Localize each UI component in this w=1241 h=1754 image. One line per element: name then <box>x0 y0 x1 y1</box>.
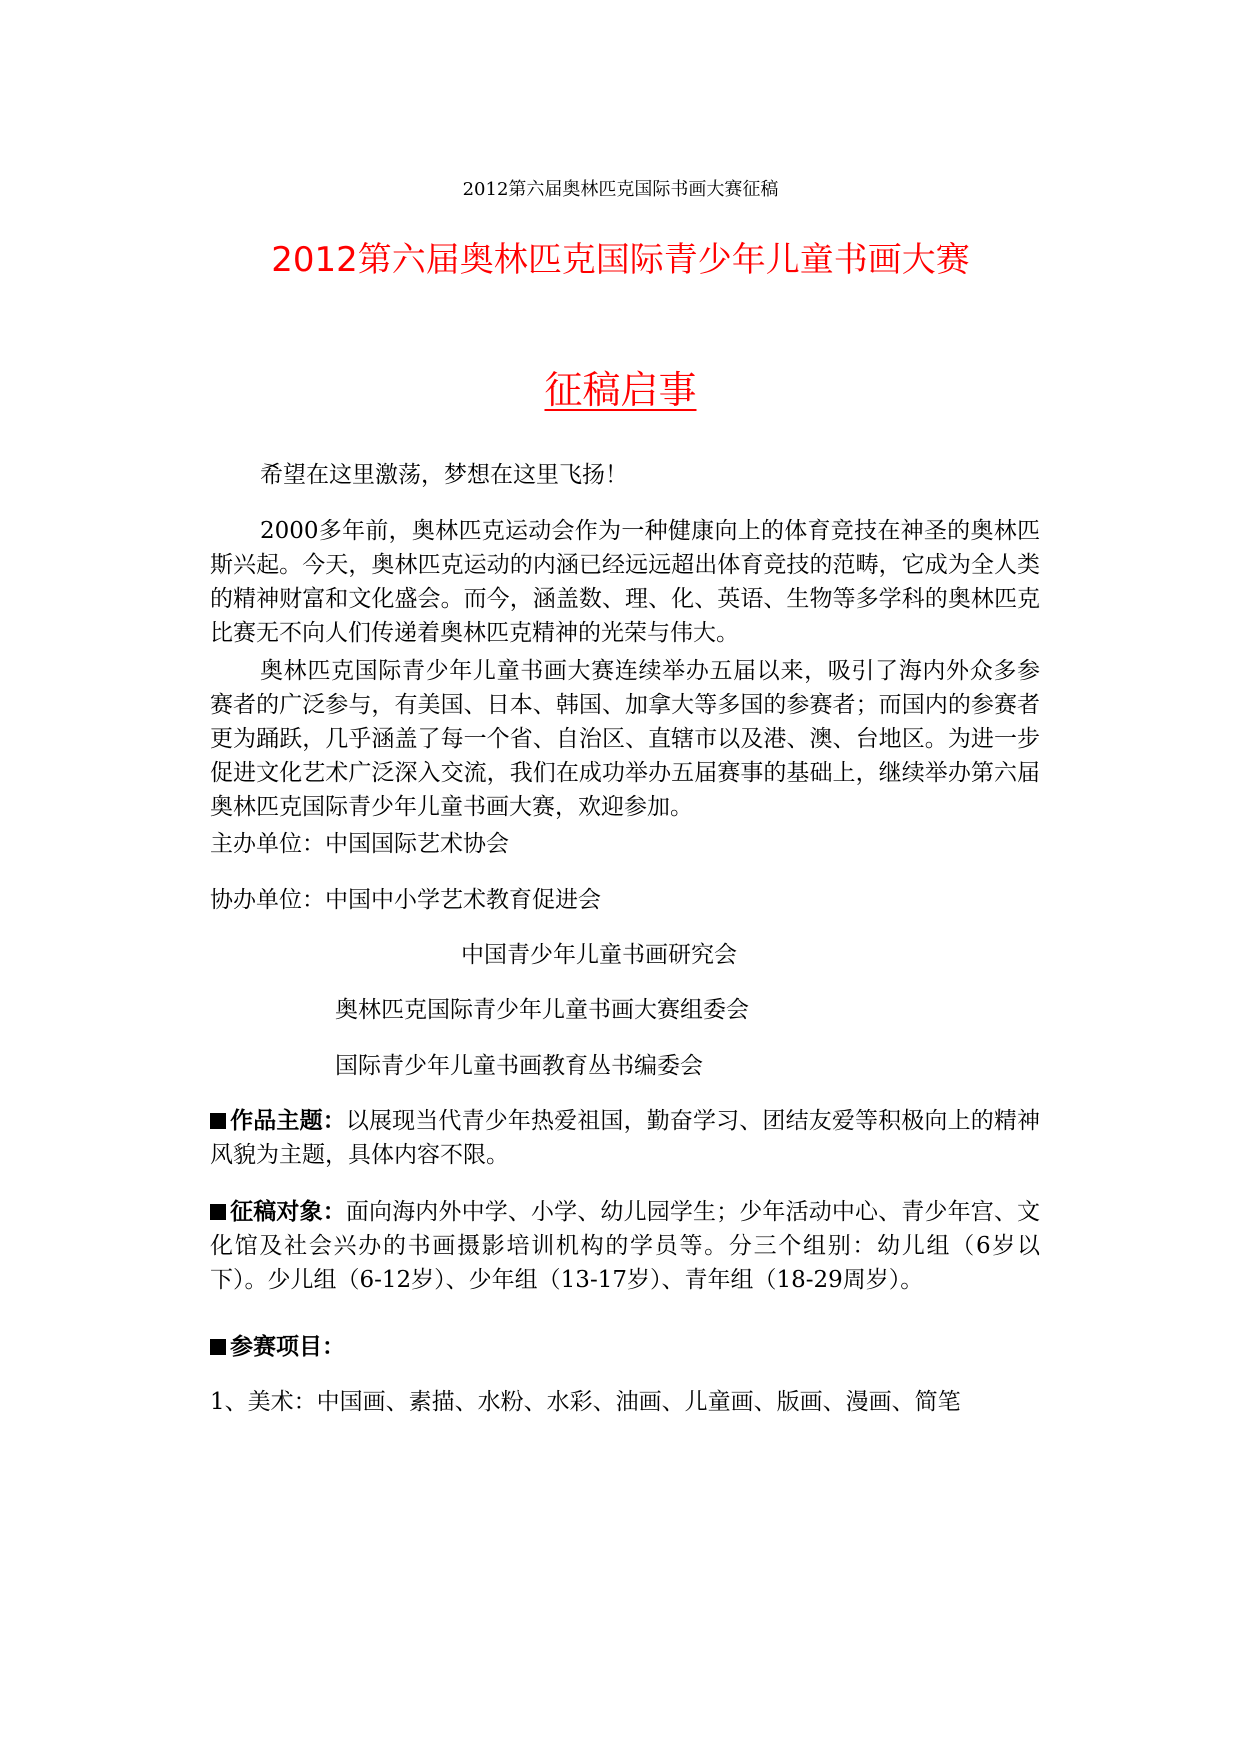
main-title: 2012第六届奥林匹克国际青少年儿童书画大赛 <box>271 240 970 280</box>
sub-title <box>0 366 1241 414</box>
items-label: 参赛项目： <box>230 1334 345 1360</box>
square-bullet-icon <box>210 1339 226 1355</box>
document-header-title: 2012第六届奥林匹克国际书画大赛征稿 <box>462 179 779 200</box>
square-bullet-icon <box>210 1204 226 1220</box>
intro-paragraph-2: 奥林匹克国际青少年儿童书画大赛连续举办五届以来，吸引了海内外众多参赛者的广泛参与，有美国、日本、韩国、加拿大等多国的参赛者；而国内的参赛者更为踊跃，几乎涵盖了每一个省、自治区、直辖市以及港、澳、台地区。为进一步促进文化艺术广泛深入交流，我们在成功举办五届赛事的基础上，继续举办第六届奥林匹克国际青少年儿童书画大赛，欢迎参加。 <box>210 658 1040 820</box>
co-host-line-4: 国际青少年儿童书画教育丛书编委会 <box>335 1053 703 1079</box>
theme-section <box>210 1104 1040 1172</box>
co-host-line-3: 奥林匹克国际青少年儿童书画大赛组委会 <box>335 997 749 1023</box>
slogan-paragraph: 希望在这里激荡，梦想在这里飞扬！ <box>260 462 628 488</box>
items-section <box>210 1330 1040 1364</box>
target-text: 面向海内外中学、小学、幼儿园学生；少年活动中心、青少年宫、文化馆及社会兴办的书画摄影培训机构的学员等。分三个组别：幼儿组（6岁以下）。少儿组（6-12岁）、少年组（13-17岁）、青年组（18-29周岁）。 <box>210 1199 1041 1293</box>
theme-text: 以展现当代青少年热爱祖国，勤奋学习、团结友爱等积极向上的精神风貌为主题，具体内容不限。 <box>210 1108 1041 1168</box>
intro-paragraph-1: 2000多年前，奥林匹克运动会作为一种健康向上的体育竞技在神圣的奥林匹斯兴起。今天，奥林匹克运动的内涵已经远远超出体育竞技的范畴，它成为全人类的精神财富和文化盛会。而今，涵盖数、理、化、英语、生物等多学科的奥林匹克比赛无不向人们传递着奥林匹克精神的光荣与伟大。 <box>210 518 1040 646</box>
co-host-line-2: 中国青少年儿童书画研究会 <box>461 942 737 968</box>
item-1-line: 1、美术：中国画、素描、水粉、水彩、油画、儿童画、版画、漫画、简笔 <box>210 1389 961 1415</box>
host-line: 主办单位：中国国际艺术协会 <box>210 831 509 857</box>
target-label: 征稿对象： <box>230 1199 346 1225</box>
square-bullet-icon <box>210 1113 226 1129</box>
sub-title-text: 征稿启事 <box>544 368 697 412</box>
theme-label: 作品主题： <box>230 1108 346 1134</box>
target-section <box>210 1195 1040 1297</box>
co-host-line: 协办单位：中国中小学艺术教育促进会 <box>210 887 601 913</box>
